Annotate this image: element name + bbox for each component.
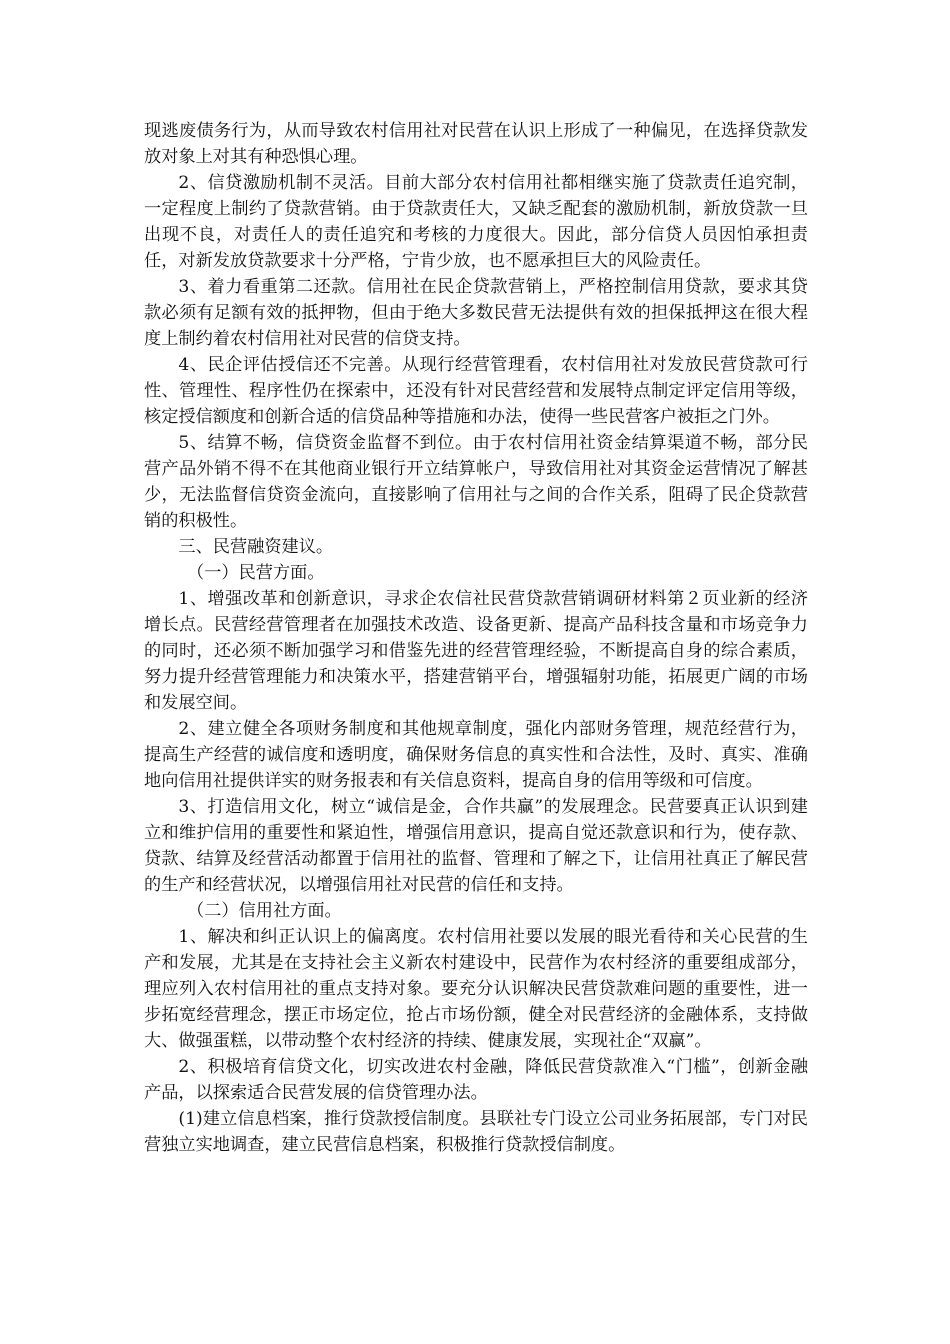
subsection-heading-private-enterprise: （一）民营方面。: [187, 563, 325, 583]
paragraph-second-repayment: 3、着力看重第二还款。信用社在民企贷款营销上，严格控制信用贷款，要求其贷款必须有足额有效的抵押物，但由于绝大多数民营无法提供有效的担保抵押这在很大程度上制约着农村信用社对民营的信贷支持。: [144, 277, 808, 349]
paragraph-credit-incentive: 2、信贷激励机制不灵活。目前大部分农村信用社都相继实施了贷款责任追究制，一定程度上制约了贷款营销。由于贷款责任大，又缺乏配套的激励机制，新放贷款一旦出现不良，对责任人的责任追究和考核的力度很大。因此，部分信贷人员因怕承担责任，对新发放贷款要求十分严格，宁肯少放，也不愿承担巨大的风险责任。: [144, 173, 808, 271]
subsection-heading-credit-union: （二）信用社方面。: [187, 901, 342, 921]
paragraph-reform-innovation: 1、增强改革和创新意识，寻求企农信社民营贷款营销调研材料第２页业新的经济增长点。民营经营管理者在加强技术改造、设备更新、提高产品科技含量和市场竞争力的同时，还必须不断加强学习和借鉴先进的经营管理经验，不断提高自身的综合素质，努力提升经营管理能力和决策水平，搭建营销平台，增强辐射功能，拓展更广阔的市场和发展空间。: [144, 589, 808, 713]
paragraph-lending-culture: 2、积极培育信贷文化，切实改进农村金融，降低民营贷款准入“门槛”，创新金融产品，以探索适合民营发展的信贷管理办法。: [144, 1057, 808, 1103]
paragraph-credit-evaluation: 4、民企评估授信还不完善。从现行经营管理看，农村信用社对发放民营贷款可行性、管理性、程序性仍在探索中，还没有针对民营经营和发展特点制定评定信用等级，核定授信额度和创新合适的信贷品种等措施和办法，使得一些民营客户被拒之门外。: [144, 355, 808, 427]
paragraph-information-archive: (1)建立信息档案，推行贷款授信制度。县联社专门设立公司业务拓展部，专门对民营独立实地调查，建立民营信息档案，积极推行贷款授信制度。: [144, 1109, 808, 1155]
paragraph-financial-system: 2、建立健全各项财务制度和其他规章制度，强化内部财务管理，规范经营行为，提高生产经营的诚信度和透明度，确保财务信息的真实性和合法性，及时、真实、准确地向信用社提供详实的财务报表和有关信息资料，提高自身的信用等级和可信度。: [144, 719, 808, 791]
paragraph-correct-understanding: 1、解决和纠正认识上的偏离度。农村信用社要以发展的眼光看待和关心民营的生产和发展，尤其是在支持社会主义新农村建设中，民营作为农村经济的重要组成部分，理应列入农村信用社的重点支持对象。要充分认识解决民营贷款难问题的重要性，进一步拓宽经营理念，摆正市场定位，抢占市场份额，健全对民营经济的金融体系，支持做大、做强蛋糕，以带动整个农村经济的持续、健康发展，实现社企“双赢”。: [144, 927, 808, 1051]
paragraph-settlement: 5、结算不畅，信贷资金监督不到位。由于农村信用社资金结算渠道不畅，部分民营产品外销不得不在其他商业银行开立结算帐户，导致信用社对其资金运营情况了解甚少，无法监督信贷资金流向，直接影响了信用社与之间的合作关系，阻碍了民企贷款营销的积极性。: [144, 433, 808, 531]
section-heading-financing-suggestions: 三、民营融资建议。: [178, 537, 334, 557]
paragraph-continuation: 现逃废债务行为，从而导致农村信用社对民营在认识上形成了一种偏见，在选择贷款发放对象上对其有种恐惧心理。: [144, 121, 808, 167]
paragraph-credit-culture: 3、打造信用文化，树立“诚信是金，合作共赢”的发展理念。民营要真正认识到建立和维护信用的重要性和紧迫性，增强信用意识，提高自觉还款意识和行为，使存款、贷款、结算及经营活动都置于信用社的监督、管理和了解之下，让信用社真正了解民营的生产和经营状况，以增强信用社对民营的信任和支持。: [144, 797, 808, 895]
document-body: [144, 118, 808, 1158]
